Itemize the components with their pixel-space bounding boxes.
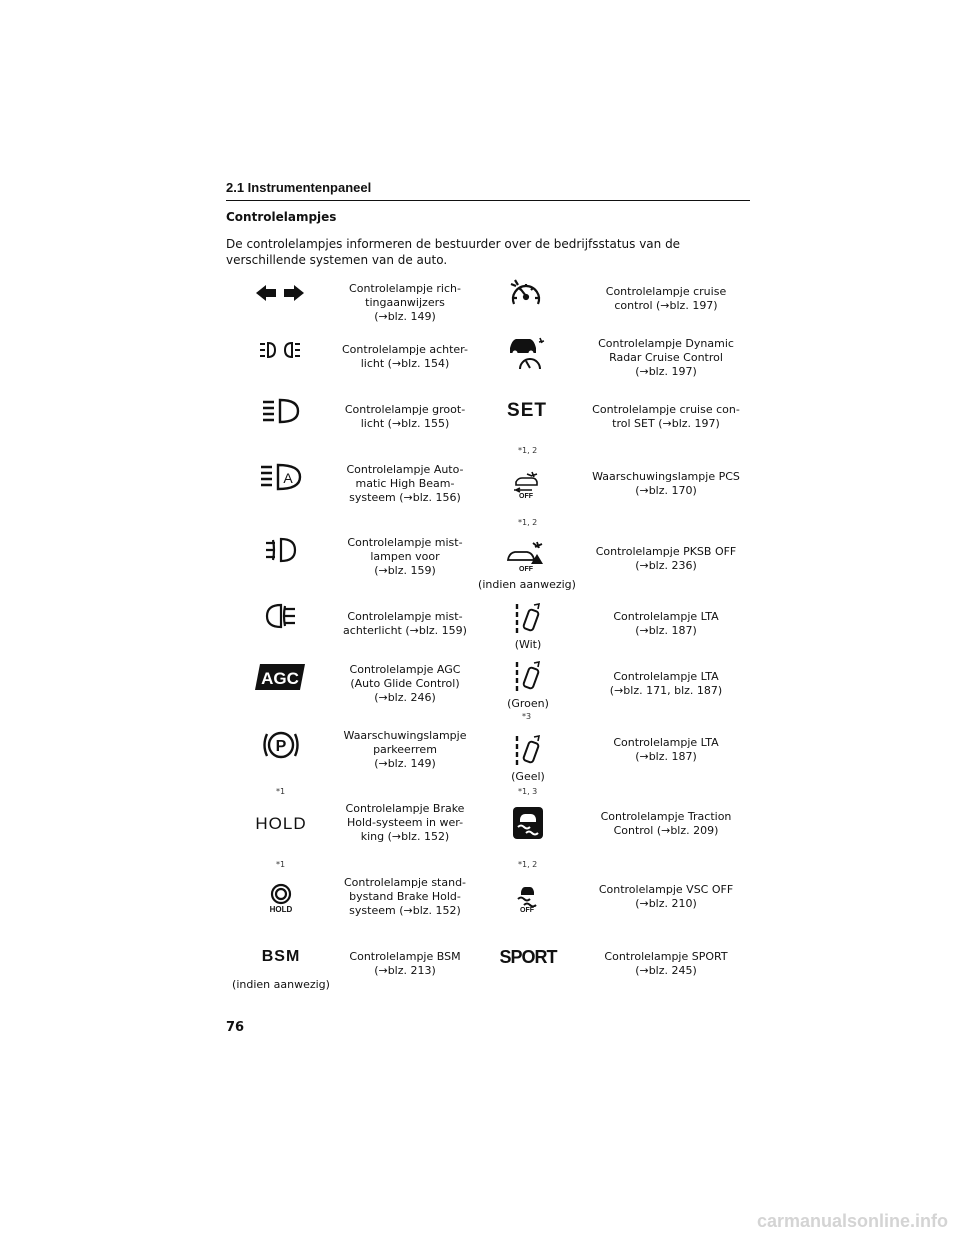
- page-number: 76: [226, 1020, 245, 1035]
- desc-right-9: Controlelampje VSC OFF (→blz. 210): [598, 883, 734, 910]
- desc-left-1: Controlelampje achter- licht (→blz. 154): [342, 343, 468, 370]
- front-fog-icon: [264, 536, 298, 564]
- bsm-icon-label: BSM: [261, 948, 301, 965]
- lta-green-icon: [514, 660, 542, 694]
- lta-yellow-icon: [514, 734, 542, 768]
- parking-brake-letter: P: [275, 738, 287, 755]
- lta-green-caption: (Groen): [507, 697, 549, 710]
- desc-left-6: Controlelampje AGC (Auto Glide Control) (→blz. 246): [349, 663, 461, 704]
- watermark: carmanualsonline.info: [756, 1211, 948, 1231]
- footnote-right-8: *1, 3: [518, 787, 538, 796]
- pksb-off-label: OFF: [519, 565, 533, 573]
- pcs-icon: [510, 468, 542, 502]
- vsc-off-label: OFF: [520, 906, 534, 914]
- svg-text:A: A: [283, 470, 293, 486]
- dynamic-radar-cruise-icon: [506, 336, 546, 370]
- desc-right-3: Waarschuwingslampje PCS (→blz. 170): [592, 470, 740, 497]
- footnote-left-8: *1: [276, 787, 286, 796]
- set-icon-label: SET: [507, 400, 547, 421]
- footnote-left-9: *1: [276, 860, 286, 869]
- desc-left-10: Controlelampje BSM (→blz. 213): [349, 950, 461, 977]
- desc-right-4: Controlelampje PKSB OFF (→blz. 236): [595, 545, 737, 572]
- set-icon: [504, 400, 550, 422]
- desc-left-5: Controlelampje mist- achterlicht (→blz. 159): [343, 610, 467, 637]
- parking-brake-icon: [262, 728, 300, 762]
- tail-lights-icon: [257, 340, 303, 360]
- desc-left-7: Waarschuwingslampje parkeerrem (→blz. 149): [343, 729, 467, 770]
- footnote-right-7: *3: [522, 712, 532, 721]
- desc-right-1: Controlelampje Dynamic Radar Cruise Control (→blz. 197): [598, 337, 734, 378]
- section-header: [226, 180, 750, 201]
- hold-icon: [254, 814, 308, 834]
- footnote-right-4: *1, 2: [518, 518, 538, 527]
- footnote-right-9: *1, 2: [518, 860, 538, 869]
- turn-signal-arrows-icon: [255, 282, 305, 304]
- desc-right-7: Controlelampje LTA (→blz. 187): [613, 736, 719, 763]
- cruise-control-icon: [508, 278, 544, 308]
- bsm-icon: [256, 947, 306, 967]
- vsc-off-icon: [510, 880, 544, 916]
- traction-control-icon: [512, 806, 544, 840]
- desc-right-8: Controlelampje Traction Control (→blz. 209): [600, 810, 732, 837]
- footnote-right-3: *1, 2: [518, 446, 538, 455]
- agc-icon-label: AGC: [261, 669, 299, 688]
- bsm-availability: (indien aanwezig): [232, 978, 330, 991]
- pksb-off-icon: [504, 538, 548, 574]
- lta-yellow-caption: (Geel): [511, 770, 545, 783]
- pcs-off-label: OFF: [519, 492, 533, 500]
- hold-standby-label: HOLD: [269, 904, 293, 914]
- section-title: 2.1 Instrumentenpaneel: [226, 180, 372, 195]
- sport-icon: [500, 946, 556, 968]
- rear-fog-icon: [264, 602, 298, 630]
- desc-left-8: Controlelampje Brake Hold-systeem in wer- king (→blz. 152): [345, 802, 465, 843]
- high-beam-icon: [262, 397, 300, 425]
- desc-left-9: Controlelampje stand- bystand Brake Hold- systeem (→blz. 152): [343, 876, 467, 917]
- desc-right-2: Controlelampje cruise con- trol SET (→blz. 197): [592, 403, 740, 430]
- desc-left-4: Controlelampje mist- lampen voor (→blz. 159): [347, 536, 463, 577]
- page-subtitle: Controlelampjes: [226, 210, 337, 224]
- hold-icon-label: HOLD: [255, 814, 307, 833]
- desc-right-0: Controlelampje cruise control (→blz. 197): [605, 285, 727, 312]
- desc-left-3: Controlelampje Auto- matic High Beam- systeem (→blz. 156): [346, 463, 464, 504]
- desc-left-0: Controlelampje rich- tingaanwijzers (→blz. 149): [349, 282, 461, 323]
- auto-high-beam-icon: [260, 463, 302, 491]
- agc-icon: [254, 663, 306, 691]
- desc-right-10: Controlelampje SPORT (→blz. 245): [604, 950, 728, 977]
- desc-right-5: Controlelampje LTA (→blz. 187): [613, 610, 719, 637]
- intro-paragraph: De controlelampjes informeren de bestuurder over de bedrijfsstatus van de verschillende systemen van de auto.: [226, 237, 681, 267]
- hold-standby-icon: [262, 880, 300, 916]
- desc-right-6: Controlelampje LTA (→blz. 171, blz. 187): [609, 670, 723, 697]
- sport-icon-label: SPORT: [499, 946, 557, 967]
- lta-white-icon: [514, 602, 542, 636]
- lta-white-caption: (Wit): [514, 638, 542, 651]
- desc-left-2: Controlelampje groot- licht (→blz. 155): [344, 403, 466, 430]
- pksb-availability: (indien aanwezig): [478, 578, 576, 591]
